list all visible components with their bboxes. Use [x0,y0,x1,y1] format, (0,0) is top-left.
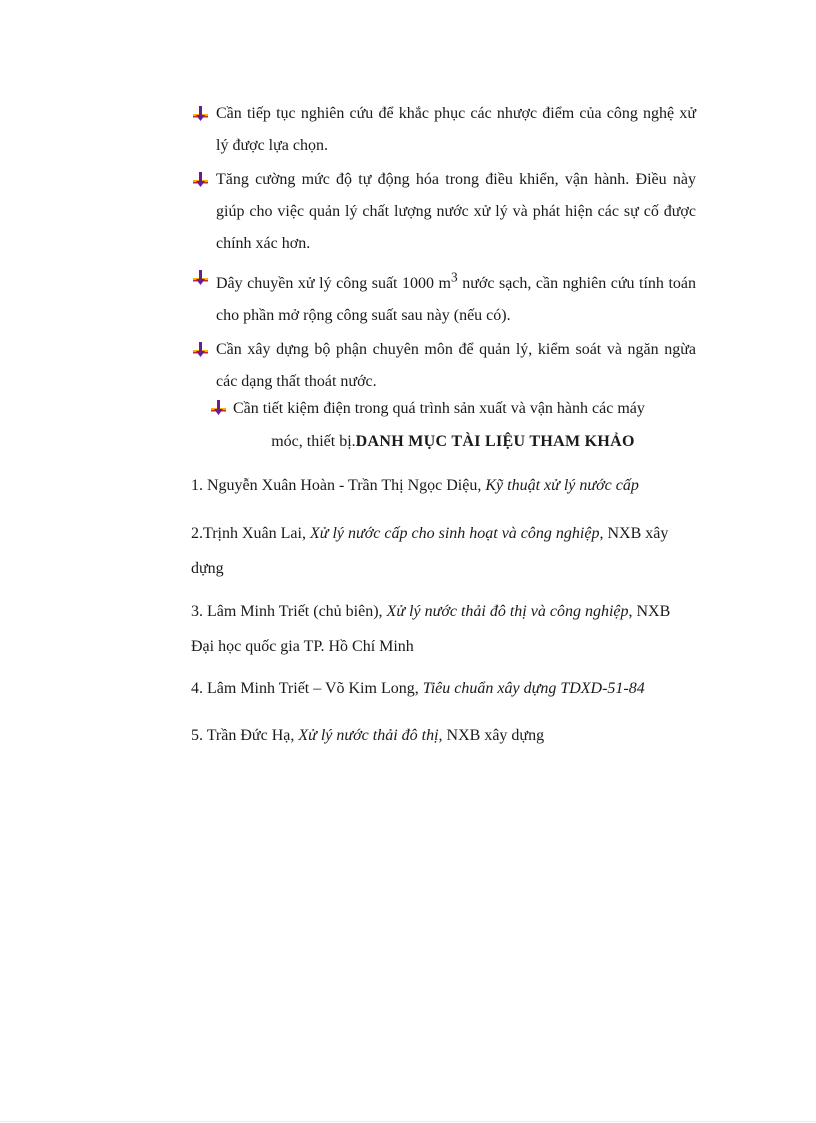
recommendation-text: Tăng cường mức độ tự động hóa trong điều khiển, vận hành. Điều này giúp cho việc quản lý chất lượng nước xử lý và phát hiện các sự cố được chính xác hơn. [216,171,696,252]
arrow-down-bullet-icon [210,399,227,416]
arrow-down-bullet-icon [192,171,209,188]
recommendation-text: Cần tiếp tục nghiên cứu để khắc phục các nhược điểm của công nghệ xử lý được lựa chọn. [216,105,696,154]
page-bottom-edge [0,1121,816,1122]
recommendation-list [191,98,696,400]
reference-item: 4. Lâm Minh Triết – Võ Kim Long, Tiêu chuẩn xây dựng TDXD-51-84 [191,680,645,697]
reference-title: Xử lý nước thải đô thị, [298,727,443,744]
reference-item: 2.Trịnh Xuân Lai, Xử lý nước cấp cho sinh hoạt và công nghiệp, NXB xây dựng [191,525,669,577]
reference-title: Tiêu chuẩn xây dựng TDXD-51-84 [422,680,645,697]
recommendation-item [191,262,696,332]
reference-item: 5. Trần Đức Hạ, Xử lý nước thải đô thị, NXB xây dựng [191,727,545,744]
recommendation-text-continued: móc, thiết bị.DANH MỤC TÀI LIỆU THAM KHẢO [271,433,635,450]
recommendation-text: Dây chuyền xử lý công suất 1000 $m^3$ nước sạch, cần nghiên cứu tính toán cho phần mở rộng công suất sau này (nếu có). [216,270,697,325]
reference-item: 3. Lâm Minh Triết (chủ biên), Xử lý nước thải đô thị và công nghiệp, NXB Đại học quốc gia TP. Hồ Chí Minh [191,603,671,655]
recommendation-text: Cần tiết kiệm điện trong quá trình sản xuất và vận hành các máy [233,400,645,417]
arrow-down-bullet-icon [192,269,209,286]
recommendation-item-last [209,392,689,458]
superscript-unit: 3 [451,270,458,285]
references-heading: DANH MỤC TÀI LIỆU THAM KHẢO [355,433,635,450]
reference-item: 1. Nguyễn Xuân Hoàn - Trần Thị Ngọc Diệu, Kỹ thuật xử lý nước cấp [191,477,639,494]
reference-title: Xử lý nước thải đô thị và công nghiệp [386,603,629,620]
recommendation-item [191,334,696,398]
recommendation-text: Cần xây dựng bộ phận chuyên môn để quản lý, kiểm soát và ngăn ngừa các dạng thất thoát nước. [216,341,696,391]
reference-title: Xử lý nước cấp cho sinh hoạt và công nghiệp [309,525,600,542]
recommendation-item [191,164,696,260]
arrow-down-bullet-icon [192,341,209,358]
arrow-down-bullet-icon [192,105,209,122]
reference-title: Kỹ thuật xử lý nước cấp [485,477,639,494]
recommendation-item [191,98,696,162]
